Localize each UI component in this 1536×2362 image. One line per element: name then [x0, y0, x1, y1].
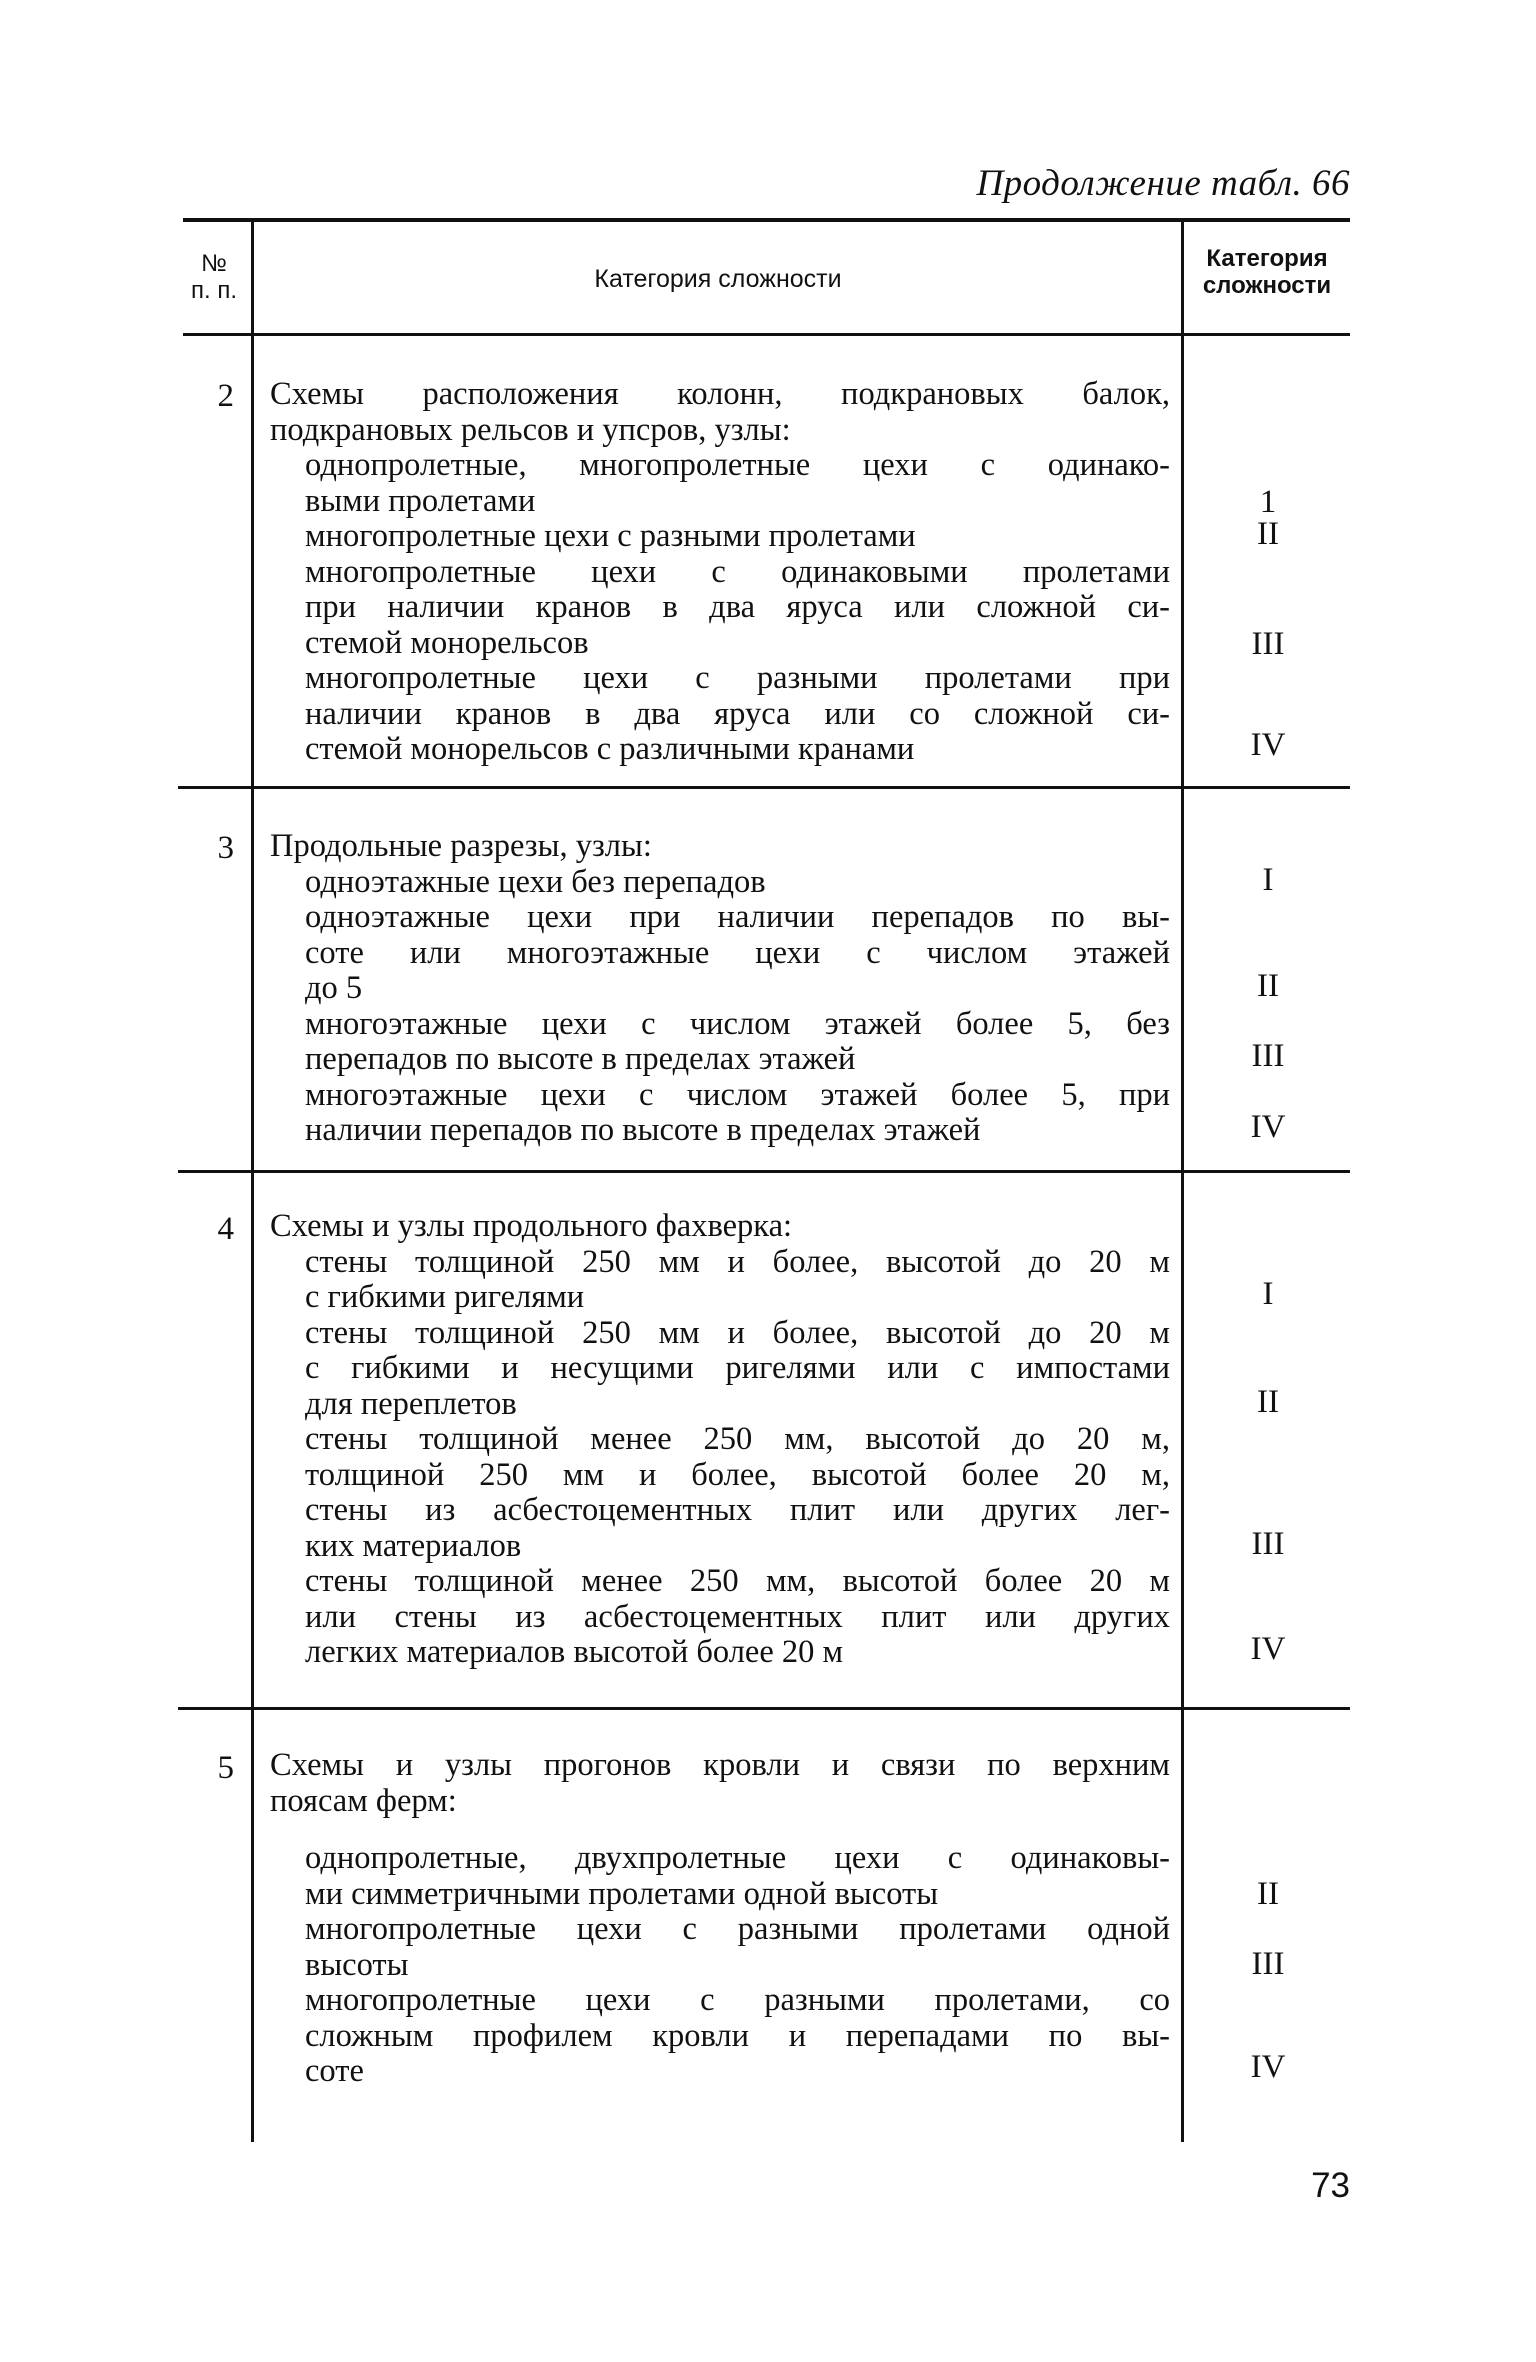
description-line: наличии перепадов по высоте в пределах этажей — [305, 1112, 981, 1148]
description-line: соте — [305, 2053, 364, 2089]
category-value: II — [1257, 968, 1279, 1004]
description-line: высоты — [305, 1946, 409, 1983]
header-category-column — [1184, 245, 1350, 299]
description-line: многопролетные цехи с одинаковыми пролетами — [305, 553, 1170, 590]
description-line: при наличии кранов в два яруса или сложной си- — [305, 589, 1170, 625]
description-line: многопролетные цехи с разными пролетами, со — [305, 1982, 1170, 2018]
description-line: стемой монорельсов — [305, 624, 589, 661]
header-category-line-2: сложности — [1202, 272, 1332, 299]
description-line: для переплетов — [305, 1385, 517, 1422]
header-category-line-1: Категория — [1206, 245, 1328, 272]
description-line: ких материалов — [305, 1527, 522, 1564]
description-spacer — [270, 1819, 1170, 1841]
row-number: 4 — [217, 1211, 234, 1247]
description-line: или стены из асбестоцементных плит или других — [305, 1598, 1170, 1635]
description-line: стены толщиной менее 250 мм, высотой более 20 м — [305, 1563, 1170, 1599]
description-line: перепадов по высоте в пределах этажей — [305, 1041, 856, 1077]
description-line: сложным профилем кровли и перепадами по вы- — [305, 2017, 1170, 2054]
description-line: стены толщиной менее 250 мм, высотой до 20 м, — [305, 1421, 1170, 1457]
description-line: с гибкими и несущими ригелями или с импостами — [305, 1350, 1170, 1386]
description-line: Схемы и узлы продольного фахверка: — [270, 1208, 793, 1244]
description-line: стены из асбестоцементных плит или других лег- — [305, 1492, 1170, 1528]
description-line: стемой монорельсов с различными кранами — [305, 731, 915, 767]
row-3-bottom-rule — [178, 1170, 1350, 1173]
category-value: IV — [1250, 1109, 1286, 1145]
description-line: выми пролетами — [305, 482, 536, 519]
category-value: III — [1251, 1946, 1285, 1982]
row-description — [270, 377, 1170, 768]
description-line: однопролетные, двухпролетные цехи с одинаковы- — [305, 1840, 1170, 1876]
description-line: многопролетные цехи с разными пролетами одной — [305, 1911, 1170, 1947]
category-value: IV — [1250, 1631, 1286, 1667]
row-description — [270, 1209, 1170, 1671]
table-top-rule — [183, 218, 1350, 222]
header-number-column — [183, 250, 245, 304]
table-continuation-label: Продолжение табл. 66 — [976, 163, 1350, 204]
category-value: IV — [1250, 2049, 1286, 2085]
column-divider-right — [1181, 222, 1184, 2142]
row-description — [270, 1748, 1170, 2090]
category-value: III — [1251, 626, 1285, 662]
description-line: стены толщиной 250 мм и более, высотой до 20 м — [305, 1243, 1170, 1280]
category-value: II — [1257, 516, 1279, 552]
description-line: Схемы расположения колонн, подкрановых балок, — [270, 376, 1170, 412]
description-line: подкрановых рельсов и упсров, узлы: — [270, 411, 791, 448]
row-2-bottom-rule — [178, 786, 1350, 789]
row-4-bottom-rule — [178, 1707, 1350, 1710]
description-line: стены толщиной 250 мм и более, высотой до 20 м — [305, 1314, 1170, 1351]
description-line: легких материалов высотой более 20 м — [305, 1634, 844, 1670]
category-value: II — [1257, 1384, 1279, 1420]
description-line: до 5 — [305, 970, 363, 1006]
category-value: IV — [1250, 727, 1286, 763]
description-line: ми симметричными пролетами одной высоты — [305, 1875, 939, 1912]
description-line: многопролетные цехи с разными пролетами при — [305, 660, 1170, 696]
category-value: II — [1257, 1876, 1279, 1912]
description-line: с гибкими ригелями — [305, 1279, 585, 1315]
category-value: I — [1262, 1276, 1274, 1312]
header-number-symbol: № — [201, 250, 227, 277]
description-line: одноэтажные цехи без перепадов — [305, 863, 766, 900]
category-value: I — [1262, 862, 1274, 898]
description-line: многопролетные цехи с разными пролетами — [305, 518, 916, 554]
page-number: 73 — [1311, 2166, 1350, 2205]
description-line: соте или многоэтажные цехи с числом этажей — [305, 934, 1170, 971]
description-line: толщиной 250 мм и более, высотой более 20 м, — [305, 1456, 1170, 1493]
description-line: однопролетные, многопролетные цехи с одинако- — [305, 447, 1170, 483]
description-line: поясам ферм: — [270, 1782, 457, 1819]
category-value: 1 — [1259, 484, 1277, 520]
header-bottom-rule — [183, 333, 1350, 336]
description-line: многоэтажные цехи с числом этажей более 5, без — [305, 1005, 1170, 1042]
row-number: 2 — [217, 378, 234, 414]
row-number: 3 — [217, 830, 234, 866]
description-line: Схемы и узлы прогонов кровли и связи по верхним — [270, 1747, 1170, 1783]
category-value: III — [1251, 1526, 1285, 1562]
description-line: наличии кранов в два яруса или со сложной си- — [305, 695, 1170, 732]
description-line: Продольные разрезы, узлы: — [270, 828, 652, 864]
header-description-column: Категория сложности — [594, 265, 842, 293]
category-value: III — [1251, 1038, 1285, 1074]
description-line: многоэтажные цехи с числом этажей более 5, при — [305, 1076, 1170, 1113]
column-divider-left — [251, 222, 254, 2142]
row-description — [270, 829, 1170, 1149]
row-number: 5 — [217, 1750, 234, 1786]
description-line: одноэтажные цехи при наличии перепадов по вы- — [305, 899, 1170, 935]
header-number-label: п. п. — [191, 277, 237, 304]
